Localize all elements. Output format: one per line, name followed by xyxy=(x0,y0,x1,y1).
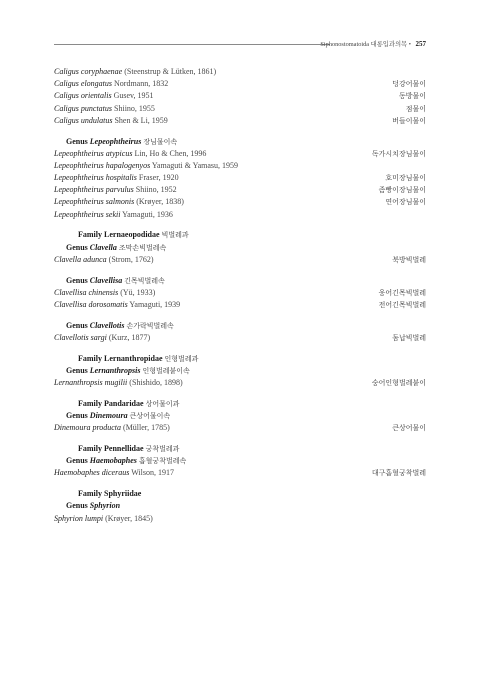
heading-text xyxy=(54,443,179,455)
genus-heading xyxy=(54,365,426,377)
scientific-name: Sphyrion lumpi xyxy=(54,513,104,523)
author-citation: Gusev, 1951 xyxy=(113,91,154,101)
heading-text xyxy=(54,353,198,365)
taxon-rank: Family xyxy=(78,444,102,454)
species-row xyxy=(54,184,426,196)
scientific-name: Clavella adunca xyxy=(54,254,107,264)
taxon-rank: Genus xyxy=(66,242,88,252)
species-citation xyxy=(54,377,183,389)
taxon-name: Pennellidae xyxy=(104,444,144,454)
korean-name: 궁착벌레과 xyxy=(145,445,180,454)
family-heading xyxy=(54,398,426,410)
species-row xyxy=(54,160,426,172)
korean-common-name: 호미장님물이 xyxy=(385,174,426,183)
species-row xyxy=(54,66,426,78)
heading-text xyxy=(54,136,177,148)
genus-heading xyxy=(54,136,426,148)
korean-common-name: 좀빵이장님물이 xyxy=(378,186,426,195)
species-checklist xyxy=(54,66,426,525)
scientific-name: Clavellisa chinensis xyxy=(54,287,119,297)
running-title: Siphonostomatoida 대롱입과의목 xyxy=(320,41,408,48)
species-citation xyxy=(54,172,179,184)
scientific-name: Caligus orientalis xyxy=(54,91,112,101)
korean-common-name: 웅어긴목빅벌레 xyxy=(378,288,426,297)
species-row xyxy=(54,513,426,525)
scientific-name: Lepeophtheirus sekii xyxy=(54,209,121,219)
species-citation xyxy=(54,287,155,299)
taxon-section xyxy=(54,229,426,266)
author-citation: Fraser, 1920 xyxy=(138,173,179,183)
species-citation xyxy=(54,115,168,127)
page-number: 257 xyxy=(415,40,426,48)
author-citation: (Shishido, 1898) xyxy=(129,378,183,388)
heading-text xyxy=(54,455,186,467)
author-citation: (Steenstrup & Lütken, 1861) xyxy=(124,67,217,76)
korean-common-name: 독가시치장님물이 xyxy=(371,149,426,158)
species-citation xyxy=(54,103,155,115)
taxon-name: Lernanthropidae xyxy=(104,353,163,363)
species-citation xyxy=(54,148,206,160)
family-heading xyxy=(54,353,426,365)
heading-text xyxy=(54,500,120,512)
header-bullet: • xyxy=(408,41,411,48)
korean-common-name: 북방빅벌레 xyxy=(392,255,426,264)
korean-common-name: 돔납빅벌레 xyxy=(392,333,426,342)
section-gap xyxy=(54,127,426,136)
author-citation: (Krøyer, 1838) xyxy=(136,197,184,207)
genus-heading xyxy=(54,242,426,254)
taxon-section xyxy=(54,136,426,221)
author-citation: (Müller, 1785) xyxy=(123,423,170,433)
species-citation xyxy=(54,467,174,479)
species-row xyxy=(54,299,426,311)
author-citation: Wilson, 1917 xyxy=(131,468,174,478)
species-row xyxy=(54,287,426,299)
taxon-section xyxy=(54,488,426,525)
genus-heading xyxy=(54,275,426,287)
korean-name: 인형벌레과 xyxy=(164,354,199,363)
korean-common-name: 대구흡혈궁착벌레 xyxy=(371,469,426,478)
section-gap xyxy=(54,434,426,443)
species-row xyxy=(54,148,426,160)
species-citation xyxy=(54,254,154,266)
species-row xyxy=(54,115,426,127)
author-citation: Shiino, 1952 xyxy=(135,185,177,195)
heading-text xyxy=(54,229,189,241)
species-citation xyxy=(54,299,180,311)
taxon-section xyxy=(54,320,426,344)
taxon-name: Pandaridae xyxy=(104,398,144,408)
taxon-section xyxy=(54,398,426,435)
korean-name: 인형벌레붙이속 xyxy=(142,366,190,375)
taxon-rank: Genus xyxy=(66,136,88,146)
species-citation xyxy=(54,513,153,525)
author-citation: Lin, Ho & Chen, 1996 xyxy=(134,148,207,158)
scientific-name: Lepeophtheirus hapalogenyos xyxy=(54,160,151,170)
korean-name: 상어물이과 xyxy=(145,399,180,408)
species-citation xyxy=(54,160,238,172)
taxon-rank: Genus xyxy=(66,320,88,330)
species-citation xyxy=(54,422,170,434)
taxon-section xyxy=(54,443,426,480)
species-citation xyxy=(54,78,168,90)
korean-name: 흡혈궁착벌레속 xyxy=(138,457,187,466)
scientific-name: Lernanthropsis mugilii xyxy=(54,378,128,388)
taxon-name: Lepeophtheirus xyxy=(89,136,142,146)
species-row xyxy=(54,90,426,102)
scientific-name: Caligus elongatus xyxy=(54,79,113,89)
taxon-name: Haemobaphes xyxy=(89,456,137,466)
species-row xyxy=(54,377,426,389)
korean-name: 조막손빅벌레속 xyxy=(118,243,167,252)
species-row xyxy=(54,172,426,184)
scientific-name: Caligus undulatus xyxy=(54,115,113,125)
scientific-name: Lepeophtheirus salmonis xyxy=(54,197,135,207)
korean-common-name: 덩강어물이 xyxy=(392,80,426,89)
korean-common-name: 버들이물이 xyxy=(392,116,426,125)
heading-text xyxy=(54,488,141,500)
genus-heading xyxy=(54,455,426,467)
header-text xyxy=(320,38,426,51)
species-row xyxy=(54,78,426,90)
scientific-name: Caligus coryphaenae xyxy=(54,67,123,76)
taxon-rank: Genus xyxy=(66,456,88,466)
genus-heading xyxy=(54,500,426,512)
taxon-rank: Genus xyxy=(66,411,88,421)
taxon-rank: Genus xyxy=(66,365,88,375)
species-citation xyxy=(54,209,173,221)
korean-common-name: 연어장님물이 xyxy=(385,198,426,207)
heading-text xyxy=(54,275,165,287)
taxon-name: Sphyrion xyxy=(89,501,121,511)
author-citation: (Strom, 1762) xyxy=(108,254,154,264)
korean-common-name: 동방물이 xyxy=(398,92,426,101)
section-gap xyxy=(54,311,426,320)
taxon-section xyxy=(54,353,426,390)
author-citation: Nordmann, 1832 xyxy=(114,79,169,89)
author-citation: (Yü, 1933) xyxy=(120,287,156,297)
author-citation: Yamaguti, 1936 xyxy=(122,209,173,219)
korean-name: 긴목빅벌레속 xyxy=(124,276,165,285)
section-gap xyxy=(54,480,426,489)
species-citation xyxy=(54,332,150,344)
taxon-name: Dinemoura xyxy=(89,411,128,421)
taxon-rank: Family xyxy=(78,353,102,363)
heading-text xyxy=(54,398,179,410)
taxon-rank: Genus xyxy=(66,501,88,511)
scientific-name: Lepeophtheirus hospitalis xyxy=(54,173,137,183)
heading-text xyxy=(54,410,170,422)
taxon-rank: Family xyxy=(78,230,102,240)
species-row xyxy=(54,467,426,479)
species-citation xyxy=(54,66,216,78)
species-citation xyxy=(54,184,177,196)
section-gap xyxy=(54,344,426,353)
species-row xyxy=(54,254,426,266)
header-rule xyxy=(54,44,330,45)
taxon-name: Clavella xyxy=(89,242,117,252)
korean-name: 큰상어물이속 xyxy=(129,412,171,421)
scientific-name: Dinemoura producta xyxy=(54,423,122,433)
author-citation: Shen & Li, 1959 xyxy=(114,115,168,125)
family-heading xyxy=(54,229,426,241)
korean-common-name: 숭어인형벌레붙이 xyxy=(371,379,426,388)
scientific-name: Lepeophtheirus atypicus xyxy=(54,148,133,158)
author-citation: Yamaguti, 1939 xyxy=(129,299,181,309)
taxon-rank: Genus xyxy=(66,275,88,285)
taxon-name: Lernanthropsis xyxy=(89,365,141,375)
korean-name: 빅벌레과 xyxy=(161,231,189,240)
korean-common-name: 전어긴목빅벌레 xyxy=(378,300,426,309)
taxon-rank: Family xyxy=(78,489,102,499)
scientific-name: Clavellotis sargi xyxy=(54,332,107,342)
heading-text xyxy=(54,320,174,332)
korean-name: 손가락빅벌레속 xyxy=(126,321,174,330)
author-citation: Shiino, 1955 xyxy=(114,103,155,113)
section-gap xyxy=(54,389,426,398)
author-citation: Yamaguti & Yamasu, 1959 xyxy=(151,160,239,170)
scientific-name: Lepeophtheirus parvulus xyxy=(54,185,134,195)
taxon-section xyxy=(54,275,426,312)
author-citation: (Krøyer, 1845) xyxy=(105,513,153,523)
taxon-name: Lernaeopodidae xyxy=(104,230,160,240)
species-row xyxy=(54,103,426,115)
section-gap xyxy=(54,266,426,275)
author-citation: (Kurz, 1877) xyxy=(108,332,151,342)
running-header xyxy=(54,38,426,50)
korean-common-name: 점물이 xyxy=(405,104,426,113)
species-row xyxy=(54,209,426,221)
taxon-rank: Family xyxy=(78,398,102,408)
korean-name: 장님물이속 xyxy=(143,137,178,146)
genus-heading xyxy=(54,320,426,332)
scientific-name: Haemobaphes diceraus xyxy=(54,468,130,478)
species-citation xyxy=(54,90,153,102)
species-row xyxy=(54,196,426,208)
family-heading xyxy=(54,488,426,500)
taxon-section xyxy=(54,66,426,127)
scientific-name: Clavellisa dorosomatis xyxy=(54,299,128,309)
korean-common-name: 큰상어물이 xyxy=(392,424,426,433)
taxon-name: Sphyriidae xyxy=(104,489,142,499)
species-row xyxy=(54,332,426,344)
heading-text xyxy=(54,242,166,254)
species-row xyxy=(54,422,426,434)
family-heading xyxy=(54,443,426,455)
heading-text xyxy=(54,365,190,377)
genus-heading xyxy=(54,410,426,422)
species-citation xyxy=(54,196,184,208)
taxon-name: Clavellisa xyxy=(89,275,123,285)
taxon-name: Clavellotis xyxy=(89,320,125,330)
section-gap xyxy=(54,221,426,230)
scientific-name: Caligus punctatus xyxy=(54,103,113,113)
